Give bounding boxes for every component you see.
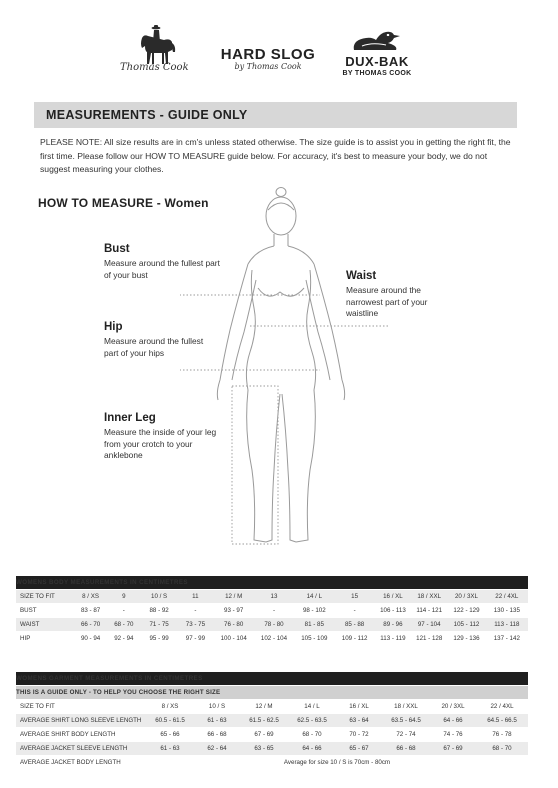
dux-bak-wordmark: DUX-BAK bbox=[345, 54, 409, 69]
table-cell: 67 - 69 bbox=[240, 728, 288, 742]
table-row bbox=[16, 618, 528, 632]
table-row bbox=[16, 742, 528, 756]
hip-title: Hip bbox=[104, 321, 123, 333]
table-cell: 100 - 104 bbox=[214, 632, 254, 646]
table-header-row bbox=[16, 700, 528, 714]
table-header-cell: 13 bbox=[254, 590, 294, 604]
table-header-cell: 22 / 4XL bbox=[476, 700, 528, 714]
table-cell: 90 - 94 bbox=[74, 632, 106, 646]
hip-callout bbox=[104, 321, 214, 359]
table-cell: - bbox=[107, 604, 141, 618]
table-cell: 114 - 121 bbox=[411, 604, 447, 618]
table-header-cell: 12 / M bbox=[214, 590, 254, 604]
table-cell: 130 - 135 bbox=[486, 604, 528, 618]
hard-slog-byline: by Thomas Cook bbox=[234, 62, 302, 71]
table-header-cell: 18 / XXL bbox=[382, 700, 430, 714]
table-cell: 67 - 69 bbox=[430, 742, 476, 756]
table-header-cell: 9 bbox=[107, 590, 141, 604]
table-cell: 70 - 72 bbox=[336, 728, 382, 742]
table-cell: 121 - 128 bbox=[411, 632, 447, 646]
horse-rider-icon bbox=[118, 22, 200, 66]
table-cell: 63 - 65 bbox=[240, 742, 288, 756]
table-header-cell: 10 / S bbox=[194, 700, 240, 714]
waist-text: Measure around the narrowest part of your waistline bbox=[346, 285, 428, 318]
table-cell: 113 - 118 bbox=[486, 618, 528, 632]
section-banner bbox=[34, 102, 517, 128]
table-cell: HIP bbox=[16, 632, 74, 646]
bust-text: Measure around the fullest part of your bust bbox=[104, 258, 220, 280]
table-cell: AVERAGE JACKET BODY LENGTH bbox=[16, 756, 146, 770]
table-cell: 65 - 66 bbox=[146, 728, 194, 742]
table-cell: 83 - 87 bbox=[74, 604, 106, 618]
body-measurements-table bbox=[16, 576, 528, 646]
table-cell: 97 - 104 bbox=[411, 618, 447, 632]
dux-bak-logo bbox=[336, 24, 418, 82]
body-table-title: WOMENS BODY MEASUREMENTS IN CENTIMETRES bbox=[16, 576, 528, 590]
table-cell: AVERAGE SHIRT BODY LENGTH bbox=[16, 728, 146, 742]
hip-text: Measure around the fullest part of your hips bbox=[104, 336, 204, 358]
table-cell: 60.5 - 61.5 bbox=[146, 714, 194, 728]
table-header-cell: 14 / L bbox=[294, 590, 334, 604]
thomas-cook-wordmark: Thomas Cook bbox=[120, 62, 189, 73]
table-header-cell: 16 / XL bbox=[336, 700, 382, 714]
waist-callout bbox=[346, 270, 456, 320]
table-cell: 85 - 88 bbox=[334, 618, 374, 632]
table-cell: 62 - 64 bbox=[194, 742, 240, 756]
table-cell: 76 - 78 bbox=[476, 728, 528, 742]
table-cell: BUST bbox=[16, 604, 74, 618]
table-cell: 71 - 75 bbox=[141, 618, 177, 632]
table-cell: 73 - 75 bbox=[177, 618, 213, 632]
inner-leg-title: Inner Leg bbox=[104, 412, 156, 424]
table-row bbox=[16, 714, 528, 728]
table-cell: 65 - 67 bbox=[336, 742, 382, 756]
table-cell: 74 - 76 bbox=[430, 728, 476, 742]
table-cell: - bbox=[334, 604, 374, 618]
table-cell: 122 - 129 bbox=[447, 604, 485, 618]
table-cell: 129 - 136 bbox=[447, 632, 485, 646]
table-cell: 61.5 - 62.5 bbox=[240, 714, 288, 728]
table-cell: 95 - 99 bbox=[141, 632, 177, 646]
bust-title: Bust bbox=[104, 243, 130, 255]
table-cell: 66 - 70 bbox=[74, 618, 106, 632]
table-cell: 76 - 80 bbox=[214, 618, 254, 632]
garment-measurements-table bbox=[16, 672, 528, 770]
thomas-cook-logo bbox=[118, 22, 200, 80]
table-cell: 61 - 63 bbox=[194, 714, 240, 728]
table-header-cell: 15 bbox=[334, 590, 374, 604]
table-header-cell: 20 / 3XL bbox=[447, 590, 485, 604]
table-cell: 81 - 85 bbox=[294, 618, 334, 632]
table-header-cell: 14 / L bbox=[288, 700, 336, 714]
table-cell: 68 - 70 bbox=[476, 742, 528, 756]
table-cell: 102 - 104 bbox=[254, 632, 294, 646]
table-cell: - bbox=[254, 604, 294, 618]
please-note-paragraph: PLEASE NOTE: All size results are in cm's unless stated otherwise. The size guide is to assist you in getting the right fit, the first time. Please follow our HOW TO MEASURE guide below. For accuracy, it's best to measure your body, we do not suggest measuring your clothes. bbox=[40, 137, 511, 174]
table-cell: 97 - 99 bbox=[177, 632, 213, 646]
dux-bak-byline: BY THOMAS COOK bbox=[342, 70, 412, 77]
table-cell: 68 - 70 bbox=[288, 728, 336, 742]
table-row bbox=[16, 728, 528, 742]
table-cell: 64 - 66 bbox=[288, 742, 336, 756]
table-cell: 92 - 94 bbox=[107, 632, 141, 646]
table-header-cell: 22 / 4XL bbox=[486, 590, 528, 604]
table-header-cell: SIZE TO FIT bbox=[16, 700, 146, 714]
table-header-cell: 12 / M bbox=[240, 700, 288, 714]
table-row bbox=[16, 632, 528, 646]
waist-title: Waist bbox=[346, 270, 377, 282]
inner-leg-callout bbox=[104, 412, 222, 462]
table-header-cell: 10 / S bbox=[141, 590, 177, 604]
table-cell: 72 - 74 bbox=[382, 728, 430, 742]
table-cell: AVERAGE SHIRT LONG SLEEVE LENGTH bbox=[16, 714, 146, 728]
garment-table-title: WOMENS GARMENT MEASUREMENTS IN CENTIMETRES bbox=[16, 672, 528, 686]
banner-title: MEASUREMENTS - GUIDE ONLY bbox=[46, 108, 248, 122]
hard-slog-logo bbox=[220, 46, 316, 80]
table-header-cell: 11 bbox=[177, 590, 213, 604]
duck-icon bbox=[336, 24, 418, 54]
table-cell: WAIST bbox=[16, 618, 74, 632]
table-header-cell: 8 / XS bbox=[74, 590, 106, 604]
table-header-cell: 20 / 3XL bbox=[430, 700, 476, 714]
table-cell: 137 - 142 bbox=[486, 632, 528, 646]
garment-table-subtitle: THIS IS A GUIDE ONLY - TO HELP YOU CHOOSE THE RIGHT SIZE bbox=[16, 686, 528, 700]
table-row bbox=[16, 756, 528, 770]
table-cell: 88 - 92 bbox=[141, 604, 177, 618]
table-cell: 113 - 119 bbox=[375, 632, 411, 646]
bust-callout bbox=[104, 243, 229, 281]
table-cell: 64.5 - 66.5 bbox=[476, 714, 528, 728]
table-cell: 89 - 96 bbox=[375, 618, 411, 632]
table-header-row bbox=[16, 590, 528, 604]
table-cell: 66 - 68 bbox=[382, 742, 430, 756]
table-cell: 61 - 63 bbox=[146, 742, 194, 756]
table-cell: 68 - 70 bbox=[107, 618, 141, 632]
table-header-cell: 8 / XS bbox=[146, 700, 194, 714]
table-cell: 63 - 64 bbox=[336, 714, 382, 728]
table-cell: 66 - 68 bbox=[194, 728, 240, 742]
table-cell: 106 - 113 bbox=[375, 604, 411, 618]
table-cell: 109 - 112 bbox=[334, 632, 374, 646]
table-cell: AVERAGE JACKET SLEEVE LENGTH bbox=[16, 742, 146, 756]
how-to-measure-heading: HOW TO MEASURE - Women bbox=[38, 196, 209, 210]
table-header-cell: 18 / XXL bbox=[411, 590, 447, 604]
table-cell: 63.5 - 64.5 bbox=[382, 714, 430, 728]
table-cell: 98 - 102 bbox=[294, 604, 334, 618]
table-row bbox=[16, 604, 528, 618]
table-header-cell: SIZE TO FIT bbox=[16, 590, 74, 604]
table-cell: 64 - 66 bbox=[430, 714, 476, 728]
table-cell: Average for size 10 / S is 70cm - 80cm bbox=[146, 756, 528, 770]
table-cell: 105 - 112 bbox=[447, 618, 485, 632]
woman-figure-illustration bbox=[180, 180, 390, 565]
hard-slog-wordmark: HARD SLOG bbox=[220, 46, 316, 63]
table-header-cell: 16 / XL bbox=[375, 590, 411, 604]
table-cell: 105 - 109 bbox=[294, 632, 334, 646]
table-cell: 62.5 - 63.5 bbox=[288, 714, 336, 728]
table-cell: 78 - 80 bbox=[254, 618, 294, 632]
inner-leg-text: Measure the inside of your leg from your crotch to your anklebone bbox=[104, 427, 217, 460]
table-cell: 93 - 97 bbox=[214, 604, 254, 618]
table-cell: - bbox=[177, 604, 213, 618]
